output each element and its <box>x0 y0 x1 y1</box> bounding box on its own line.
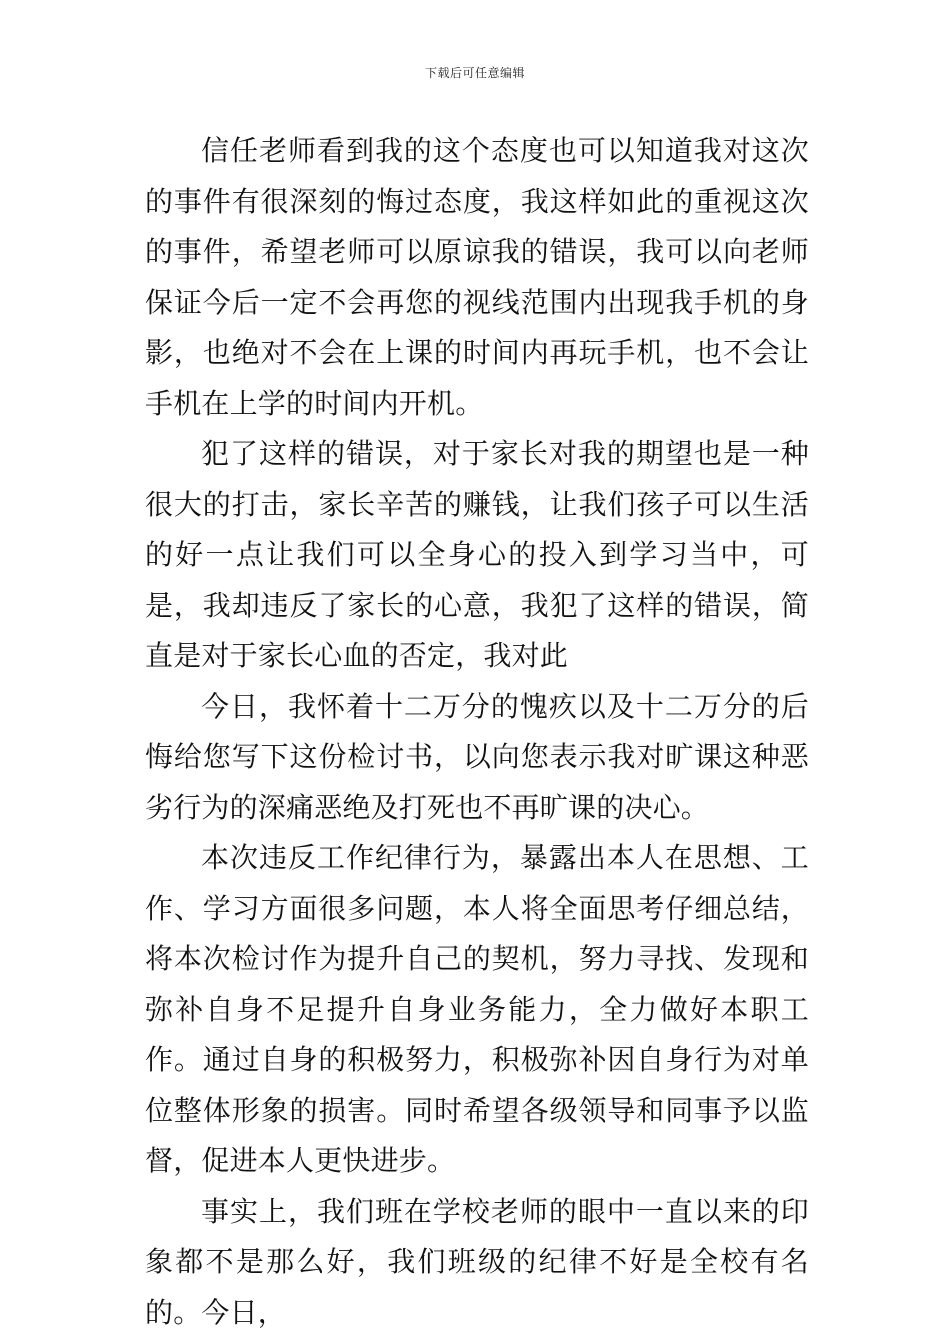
paragraph-1: 信任老师看到我的这个态度也可以知道我对这次的事件有很深刻的悔过态度，我这样如此的重视这次的事件，希望老师可以原谅我的错误，我可以向老师保证今后一定不会再您的视线范围内出现我手机的身影，也绝对不会在上课的时间内再玩手机，也不会让手机在上学的时间内开机。 <box>145 134 809 420</box>
header-note: 下载后可任意编辑 <box>424 66 525 80</box>
document-body <box>145 126 809 1338</box>
paragraph-3: 今日，我怀着十二万分的愧疚以及十二万分的后悔给您写下这份检讨书，以向您表示我对旷课这种恶劣行为的深痛恶绝及打死也不再旷课的决心。 <box>145 689 809 824</box>
paragraph-4: 本次违反工作纪律行为，暴露出本人在思想、工作、学习方面很多问题，本人将全面思考仔细总结，将本次检讨作为提升自己的契机，努力寻找、发现和弥补自身不足提升自身业务能力，全力做好本职工作。通过自身的积极努力，积极弥补因自身行为对单位整体形象的损害。同时希望各级领导和同事予以监督，促进本人更快进步。 <box>145 841 809 1177</box>
paragraph-2: 犯了这样的错误，对于家长对我的期望也是一种很大的打击，家长辛苦的赚钱，让我们孩子可以生活的好一点让我们可以全身心的投入到学习当中，可是，我却违反了家长的心意，我犯了这样的错误，简直是对于家长心血的否定，我对此 <box>145 437 809 672</box>
paragraph-5: 事实上，我们班在学校老师的眼中一直以来的印象都不是那么好，我们班级的纪律不好是全校有名的。今日， <box>145 1194 809 1329</box>
